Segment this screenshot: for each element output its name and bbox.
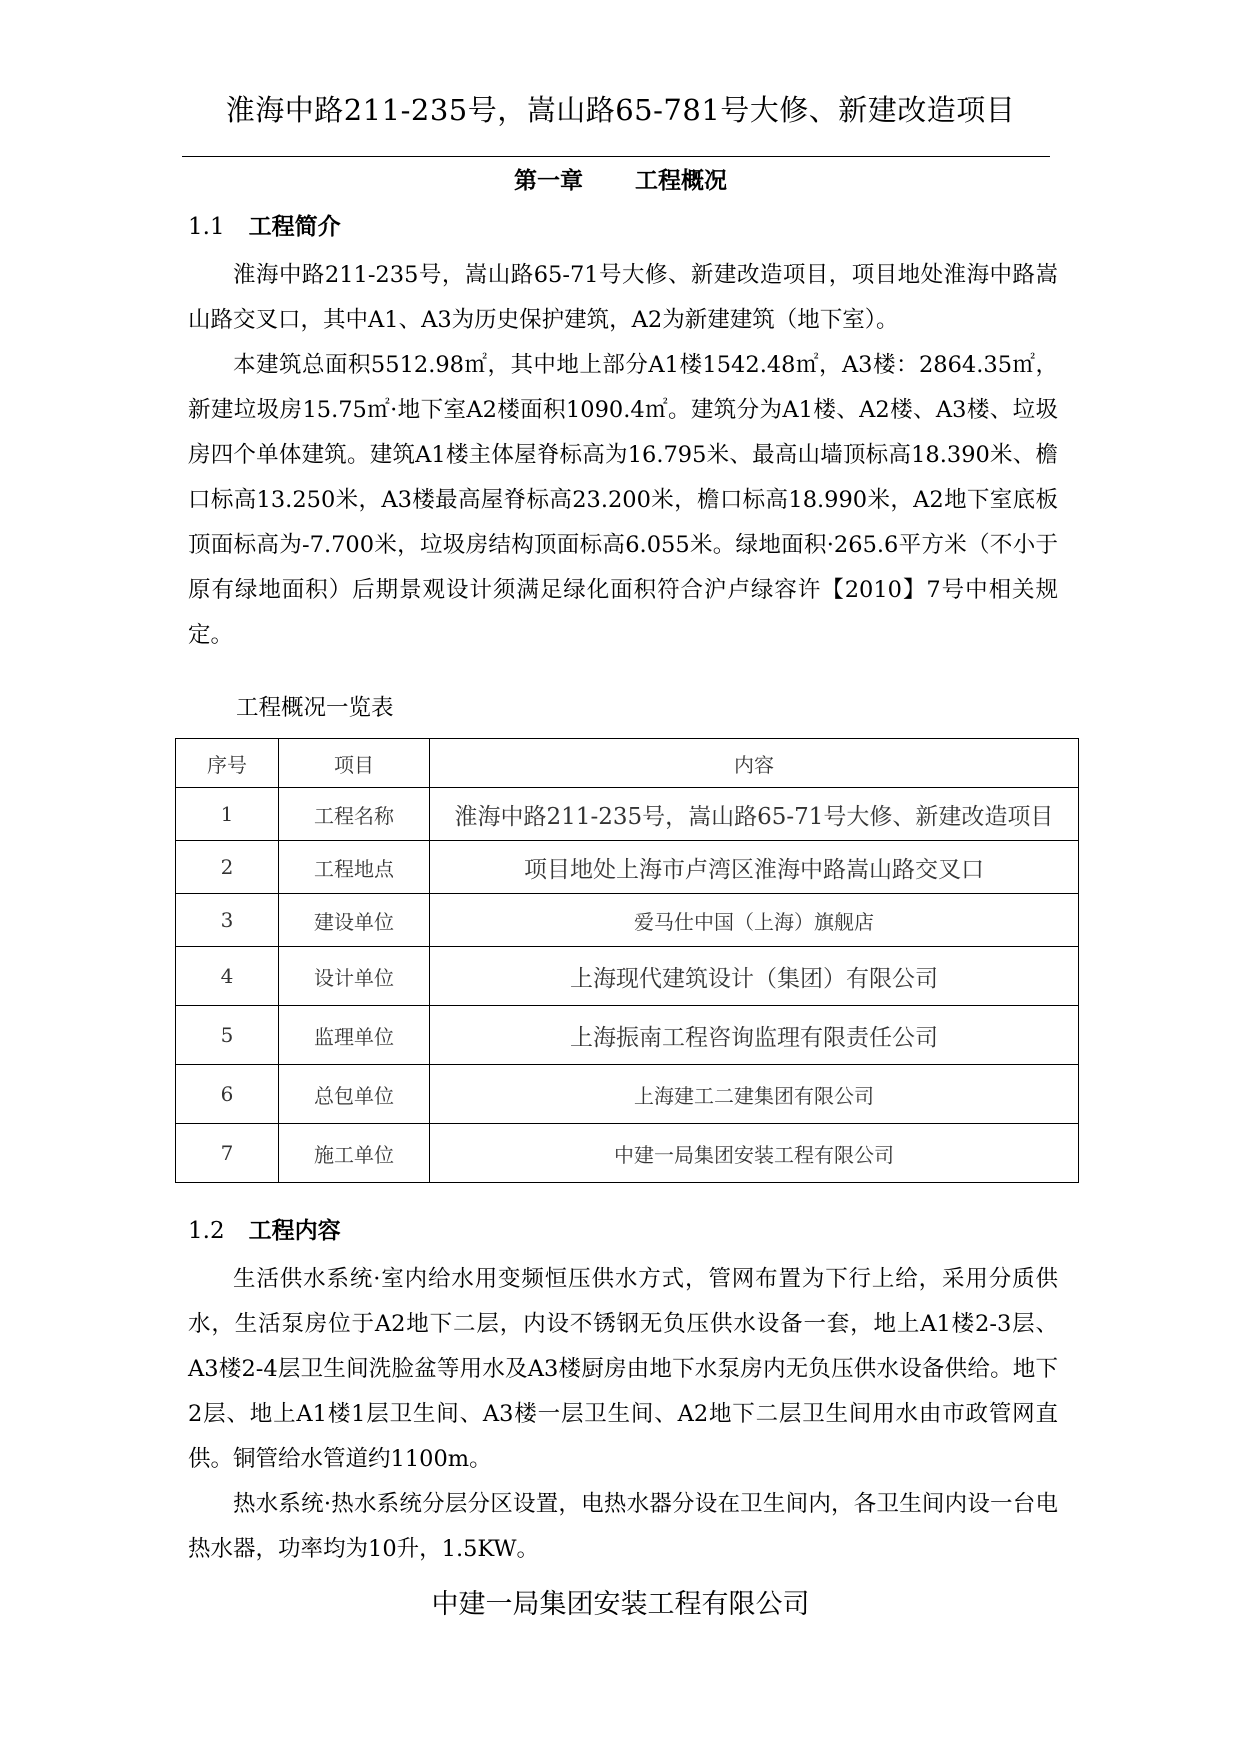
- page-footer: 中建一局集团安装工程有限公司: [431, 1589, 810, 1620]
- row-content: 项目地处上海市卢湾区淮海中路嵩山路交叉口: [430, 841, 1079, 894]
- row-item: 工程名称: [279, 788, 430, 841]
- chapter-number: 第一章: [514, 168, 583, 194]
- row-index: 7: [176, 1124, 279, 1183]
- row-content: 上海现代建筑设计（集团）有限公司: [430, 947, 1079, 1006]
- row-content: 淮海中路211-235号，嵩山路65-71号大修、新建改造项目: [430, 788, 1079, 841]
- row-item: 设计单位: [279, 947, 430, 1006]
- row-item: 监理单位: [279, 1006, 430, 1065]
- row-item: 建设单位: [279, 894, 430, 947]
- paragraph: 生活供水系统·室内给水用变频恒压供水方式，管网布置为下行上给，采用分质供水，生活泵房位于A2地下二层，内设不锈钢无负压供水设备一套，地上A1楼2-3层、A3楼2-4层卫生间洗脸盆等用水及A3楼厨房由地下水泵房内无负压供水设备供给。地下2层、地上A1楼1层卫生间、A3楼一层卫生间、A2地下二层卫生间用水由市政管网直供。铜管给水管道约1100m。: [188, 1266, 1058, 1472]
- row-content: 爱马仕中国（上海）旗舰店: [430, 894, 1079, 947]
- header-cell: 项目: [279, 739, 430, 788]
- section-title: 工程简介: [248, 214, 341, 240]
- paragraph: 淮海中路211-235号，嵩山路65-71号大修、新建改造项目，项目地处淮海中路嵩山路交叉口，其中A1、A3为历史保护建筑，A2为新建建筑（地下室）。: [188, 262, 1058, 333]
- section-number: 1.2: [188, 1218, 225, 1244]
- table-row: [176, 841, 1079, 894]
- header-divider: [182, 156, 1050, 157]
- table-row: [176, 1006, 1079, 1065]
- section-number: 1.1: [188, 214, 225, 240]
- page-header: 淮海中路211-235号，嵩山路65-781号大修、新建改造项目: [225, 93, 1016, 127]
- table-row: [176, 788, 1079, 841]
- header-cell: 内容: [430, 739, 1079, 788]
- row-item: 总包单位: [279, 1065, 430, 1124]
- row-index: 3: [176, 894, 279, 947]
- table-row: [176, 1065, 1079, 1124]
- paragraph: 热水系统·热水系统分层分区设置，电热水器分设在卫生间内，各卫生间内设一台电热水器，功率均为10升，1.5KW。: [188, 1491, 1058, 1562]
- section-heading-1-2: [188, 1212, 341, 1245]
- header-cell: 序号: [176, 739, 279, 788]
- row-item: 施工单位: [279, 1124, 430, 1183]
- paragraph: 本建筑总面积5512.98㎡，其中地上部分A1楼1542.48㎡，A3楼：2864.35㎡，新建垃圾房15.75㎡·地下室A2楼面积1090.4㎡。建筑分为A1楼、A2楼、A3楼、垃圾房四个单体建筑。建筑A1楼主体屋脊标高为16.795米、最高山墙顶标高18.390米、檐口标高13.250米，A3楼最高屋脊标高23.200米，檐口标高18.990米，A2地下室底板顶面标高为-7.700米，垃圾房结构顶面标高6.055米。绿地面积·265.6平方米（不小于原有绿地面积）后期景观设计须满足绿化面积符合沪卢绿容许【2010】7号中相关规定。: [188, 352, 1058, 648]
- table-row: [176, 947, 1079, 1006]
- row-content: 上海建工二建集团有限公司: [430, 1065, 1079, 1124]
- row-content: 中建一局集团安装工程有限公司: [430, 1124, 1079, 1183]
- section-1-2-body: [188, 1257, 1058, 1572]
- row-index: 5: [176, 1006, 279, 1065]
- table-row: [176, 894, 1079, 947]
- section-1-1-body: [188, 253, 1058, 658]
- chapter-title: 工程概况: [635, 168, 727, 194]
- table-caption: 工程概况一览表: [236, 695, 394, 721]
- section-title: 工程内容: [248, 1218, 341, 1244]
- project-overview-table: [175, 738, 1079, 1183]
- table-row: [176, 1124, 1079, 1183]
- table-header-row: [176, 739, 1079, 788]
- row-index: 2: [176, 841, 279, 894]
- row-index: 6: [176, 1065, 279, 1124]
- row-index: 4: [176, 947, 279, 1006]
- row-content: 上海振南工程咨询监理有限责任公司: [430, 1006, 1079, 1065]
- row-index: 1: [176, 788, 279, 841]
- row-item: 工程地点: [279, 841, 430, 894]
- section-heading-1-1: [188, 208, 341, 241]
- chapter-heading: [0, 162, 1241, 195]
